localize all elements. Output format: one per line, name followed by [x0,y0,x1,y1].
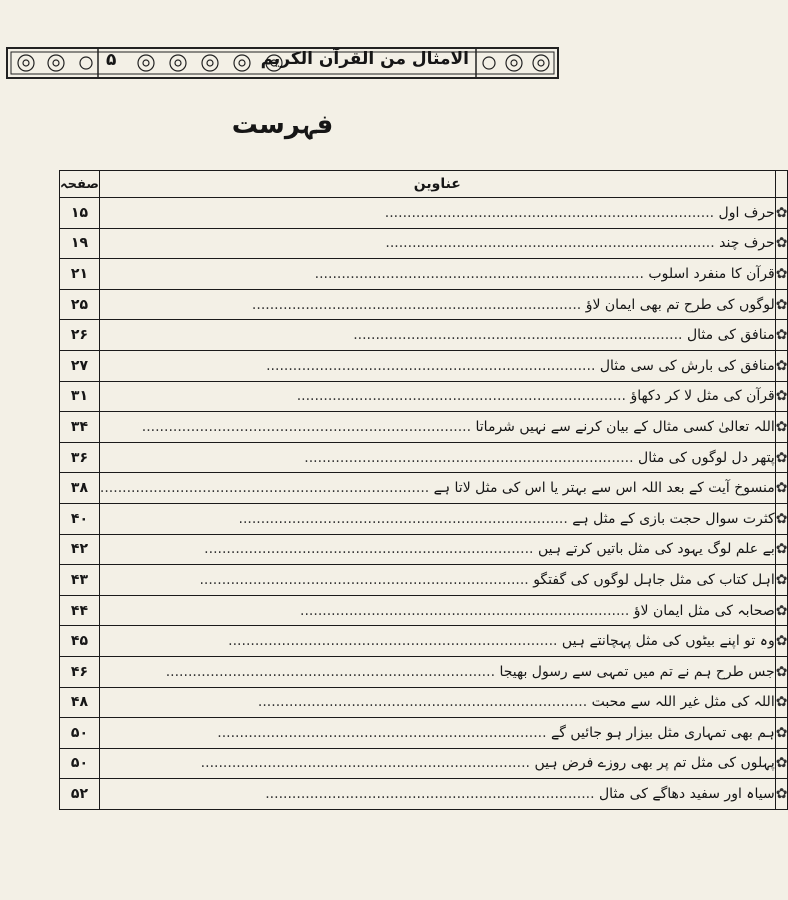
leader-dots: .......................................................................... [300,602,634,619]
flower-bullet-icon: ✿ [775,228,788,259]
toc-entry-title: بے علم لوگ یہود کی مثل باتیں کرتے ہیں [537,541,775,558]
page-column-header: صفحہ [60,171,100,198]
leader-dots: .......................................................................... [251,296,586,313]
toc-entry-title: قرآن کا منفرد اسلوب [648,265,775,282]
toc-row [60,748,788,779]
leader-dots: .......................................................................... [296,388,631,405]
flower-bullet-icon: ✿ [775,626,788,657]
toc-row [60,626,788,657]
toc-page-number: ۴۲ [60,534,100,565]
toc-entry-title: اللہ تعالیٰ کسی مثال کے بیان کرنے سے نہیں شرماتا [475,418,775,435]
bullet-column-header [775,171,788,198]
leader-dots: .......................................................................... [165,663,500,680]
toc-page-number: ۲۱ [60,259,100,290]
leader-dots: .......................................................................... [228,633,562,650]
flower-bullet-icon: ✿ [775,350,788,381]
page-number: ۵ [106,50,117,70]
toc-entry-title: قرآن کی مثل لا کر دکھاؤ [630,388,775,405]
running-header [6,40,559,86]
flower-bullet-icon: ✿ [775,412,788,443]
toc-row [60,565,788,596]
leader-dots: .......................................................................... [217,724,552,741]
leader-dots: .......................................................................... [304,449,639,466]
leader-dots: .......................................................................... [384,204,719,221]
flower-bullet-icon: ✿ [775,687,788,718]
toc-page-number: ۵۲ [60,779,100,810]
toc-row [60,259,788,290]
toc-entry-cell [99,320,775,351]
toc-entry-title: اہل کتاب کی مثل جاہل لوگوں کی گفتگو [533,571,775,588]
leader-dots: .......................................................................... [238,510,573,527]
flower-bullet-icon: ✿ [775,320,788,351]
toc-entry-title: ہم بھی تمہاری مثل بیزار ہو جائیں گے [551,724,775,741]
toc-entry-cell [99,779,775,810]
toc-entry-cell [99,503,775,534]
book-title: الامثال من القرآن الکریم [260,49,469,69]
toc-entry-title: حرف اول [718,204,775,221]
leader-dots: .......................................................................... [266,357,600,374]
toc-entry-title: پہلوں کی مثل تم پر بھی روزے فرض ہیں [534,755,775,772]
toc-row [60,503,788,534]
toc-entry-title: منافق کی مثال [686,327,775,344]
toc-header-row [60,171,788,198]
toc-row [60,198,788,229]
toc-entry-title: حرف چند [719,235,775,252]
toc-page-number: ۲۶ [60,320,100,351]
flower-bullet-icon: ✿ [775,198,788,229]
flower-bullet-icon: ✿ [775,595,788,626]
flower-bullet-icon: ✿ [775,534,788,565]
toc-entry-title: اللہ کی مثل غیر اللہ سے محبت [591,694,775,711]
toc-row [60,412,788,443]
flower-bullet-icon: ✿ [775,565,788,596]
toc-row [60,320,788,351]
toc-row [60,473,788,504]
title-column-header: عناوین [99,171,775,198]
toc-entry-title: جس طرح ہم نے تم میں تمہی سے رسول بھیجا [499,663,775,680]
toc-entry-cell [99,656,775,687]
flower-bullet-icon: ✿ [775,381,788,412]
toc-entry-cell [99,198,775,229]
toc-entry-cell [99,381,775,412]
flower-bullet-icon: ✿ [775,718,788,749]
toc-row [60,687,788,718]
toc-page-number: ۴۸ [60,687,100,718]
toc-entry-cell [99,350,775,381]
toc-row [60,534,788,565]
flower-bullet-icon: ✿ [775,503,788,534]
flower-bullet-icon: ✿ [775,442,788,473]
toc-row [60,381,788,412]
toc-row [60,228,788,259]
flower-bullet-icon: ✿ [775,473,788,504]
toc-page-number: ۴۰ [60,503,100,534]
toc-page-number: ۵۰ [60,748,100,779]
leader-dots: .......................................................................... [385,235,720,252]
toc-entry-cell [99,473,775,504]
toc-entry-cell [99,442,775,473]
toc-page-number: ۳۱ [60,381,100,412]
flower-bullet-icon: ✿ [775,259,788,290]
toc-entry-cell [99,718,775,749]
toc-entry-title: صحابہ کی مثل ایمان لاؤ [633,602,775,619]
toc-entry-title: منسوخ آیت کے بعد اللہ اس سے بہتر یا اس کی مثل لاتا ہے [433,480,775,497]
toc-row [60,289,788,320]
toc-row [60,595,788,626]
toc-page-number: ۲۷ [60,350,100,381]
toc-page-number: ۴۵ [60,626,100,657]
toc-row [60,442,788,473]
leader-dots: .......................................................................... [265,786,599,803]
flower-bullet-icon: ✿ [775,289,788,320]
toc-page-number: ۵۰ [60,718,100,749]
toc-page-number: ۴۴ [60,595,100,626]
toc-row [60,779,788,810]
toc-entry-cell [99,687,775,718]
toc-entry-cell [99,748,775,779]
toc-entry-cell [99,412,775,443]
toc-row [60,656,788,687]
leader-dots: .......................................................................... [141,418,476,435]
toc-row [60,350,788,381]
toc-page-number: ۴۶ [60,656,100,687]
toc-page-number: ۳۶ [60,442,100,473]
toc-page-number: ۱۵ [60,198,100,229]
toc-entry-cell [99,259,775,290]
toc-entry-cell [99,595,775,626]
toc-page-number: ۱۹ [60,228,100,259]
leader-dots: .......................................................................... [314,265,649,282]
toc-heading: فہرست [231,110,334,140]
leader-dots: .......................................................................... [99,480,434,497]
toc-row [60,718,788,749]
toc-page-number: ۴۳ [60,565,100,596]
toc-page-number: ۳۸ [60,473,100,504]
toc-table [59,170,788,810]
flower-bullet-icon: ✿ [775,656,788,687]
flower-bullet-icon: ✿ [775,748,788,779]
toc-entry-cell [99,289,775,320]
toc-entry-title: سیاہ اور سفید دھاگے کی مثال [599,786,775,803]
toc-page-number: ۲۵ [60,289,100,320]
toc-entry-cell [99,228,775,259]
leader-dots: .......................................................................... [257,694,592,711]
toc-entry-title: وہ تو اپنے بیٹوں کی مثل پہچانتے ہیں [561,633,775,650]
toc-entry-title: پتھر دل لوگوں کی مثال [638,449,775,466]
toc-entry-cell [99,534,775,565]
toc-entry-title: لوگوں کی طرح تم بھی ایمان لاؤ [585,296,775,313]
toc-entry-cell [99,565,775,596]
toc-entry-cell [99,626,775,657]
leader-dots: .......................................................................... [199,571,534,588]
toc-entry-title: کثرت سوال حجت بازی کے مثل ہے [572,510,775,527]
leader-dots: .......................................................................... [200,755,535,772]
leader-dots: .......................................................................... [353,327,687,344]
leader-dots: .......................................................................... [204,541,538,558]
toc-page-number: ۳۴ [60,412,100,443]
toc-entry-title: منافق کی بارش کی سی مثال [599,357,775,374]
flower-bullet-icon: ✿ [775,779,788,810]
